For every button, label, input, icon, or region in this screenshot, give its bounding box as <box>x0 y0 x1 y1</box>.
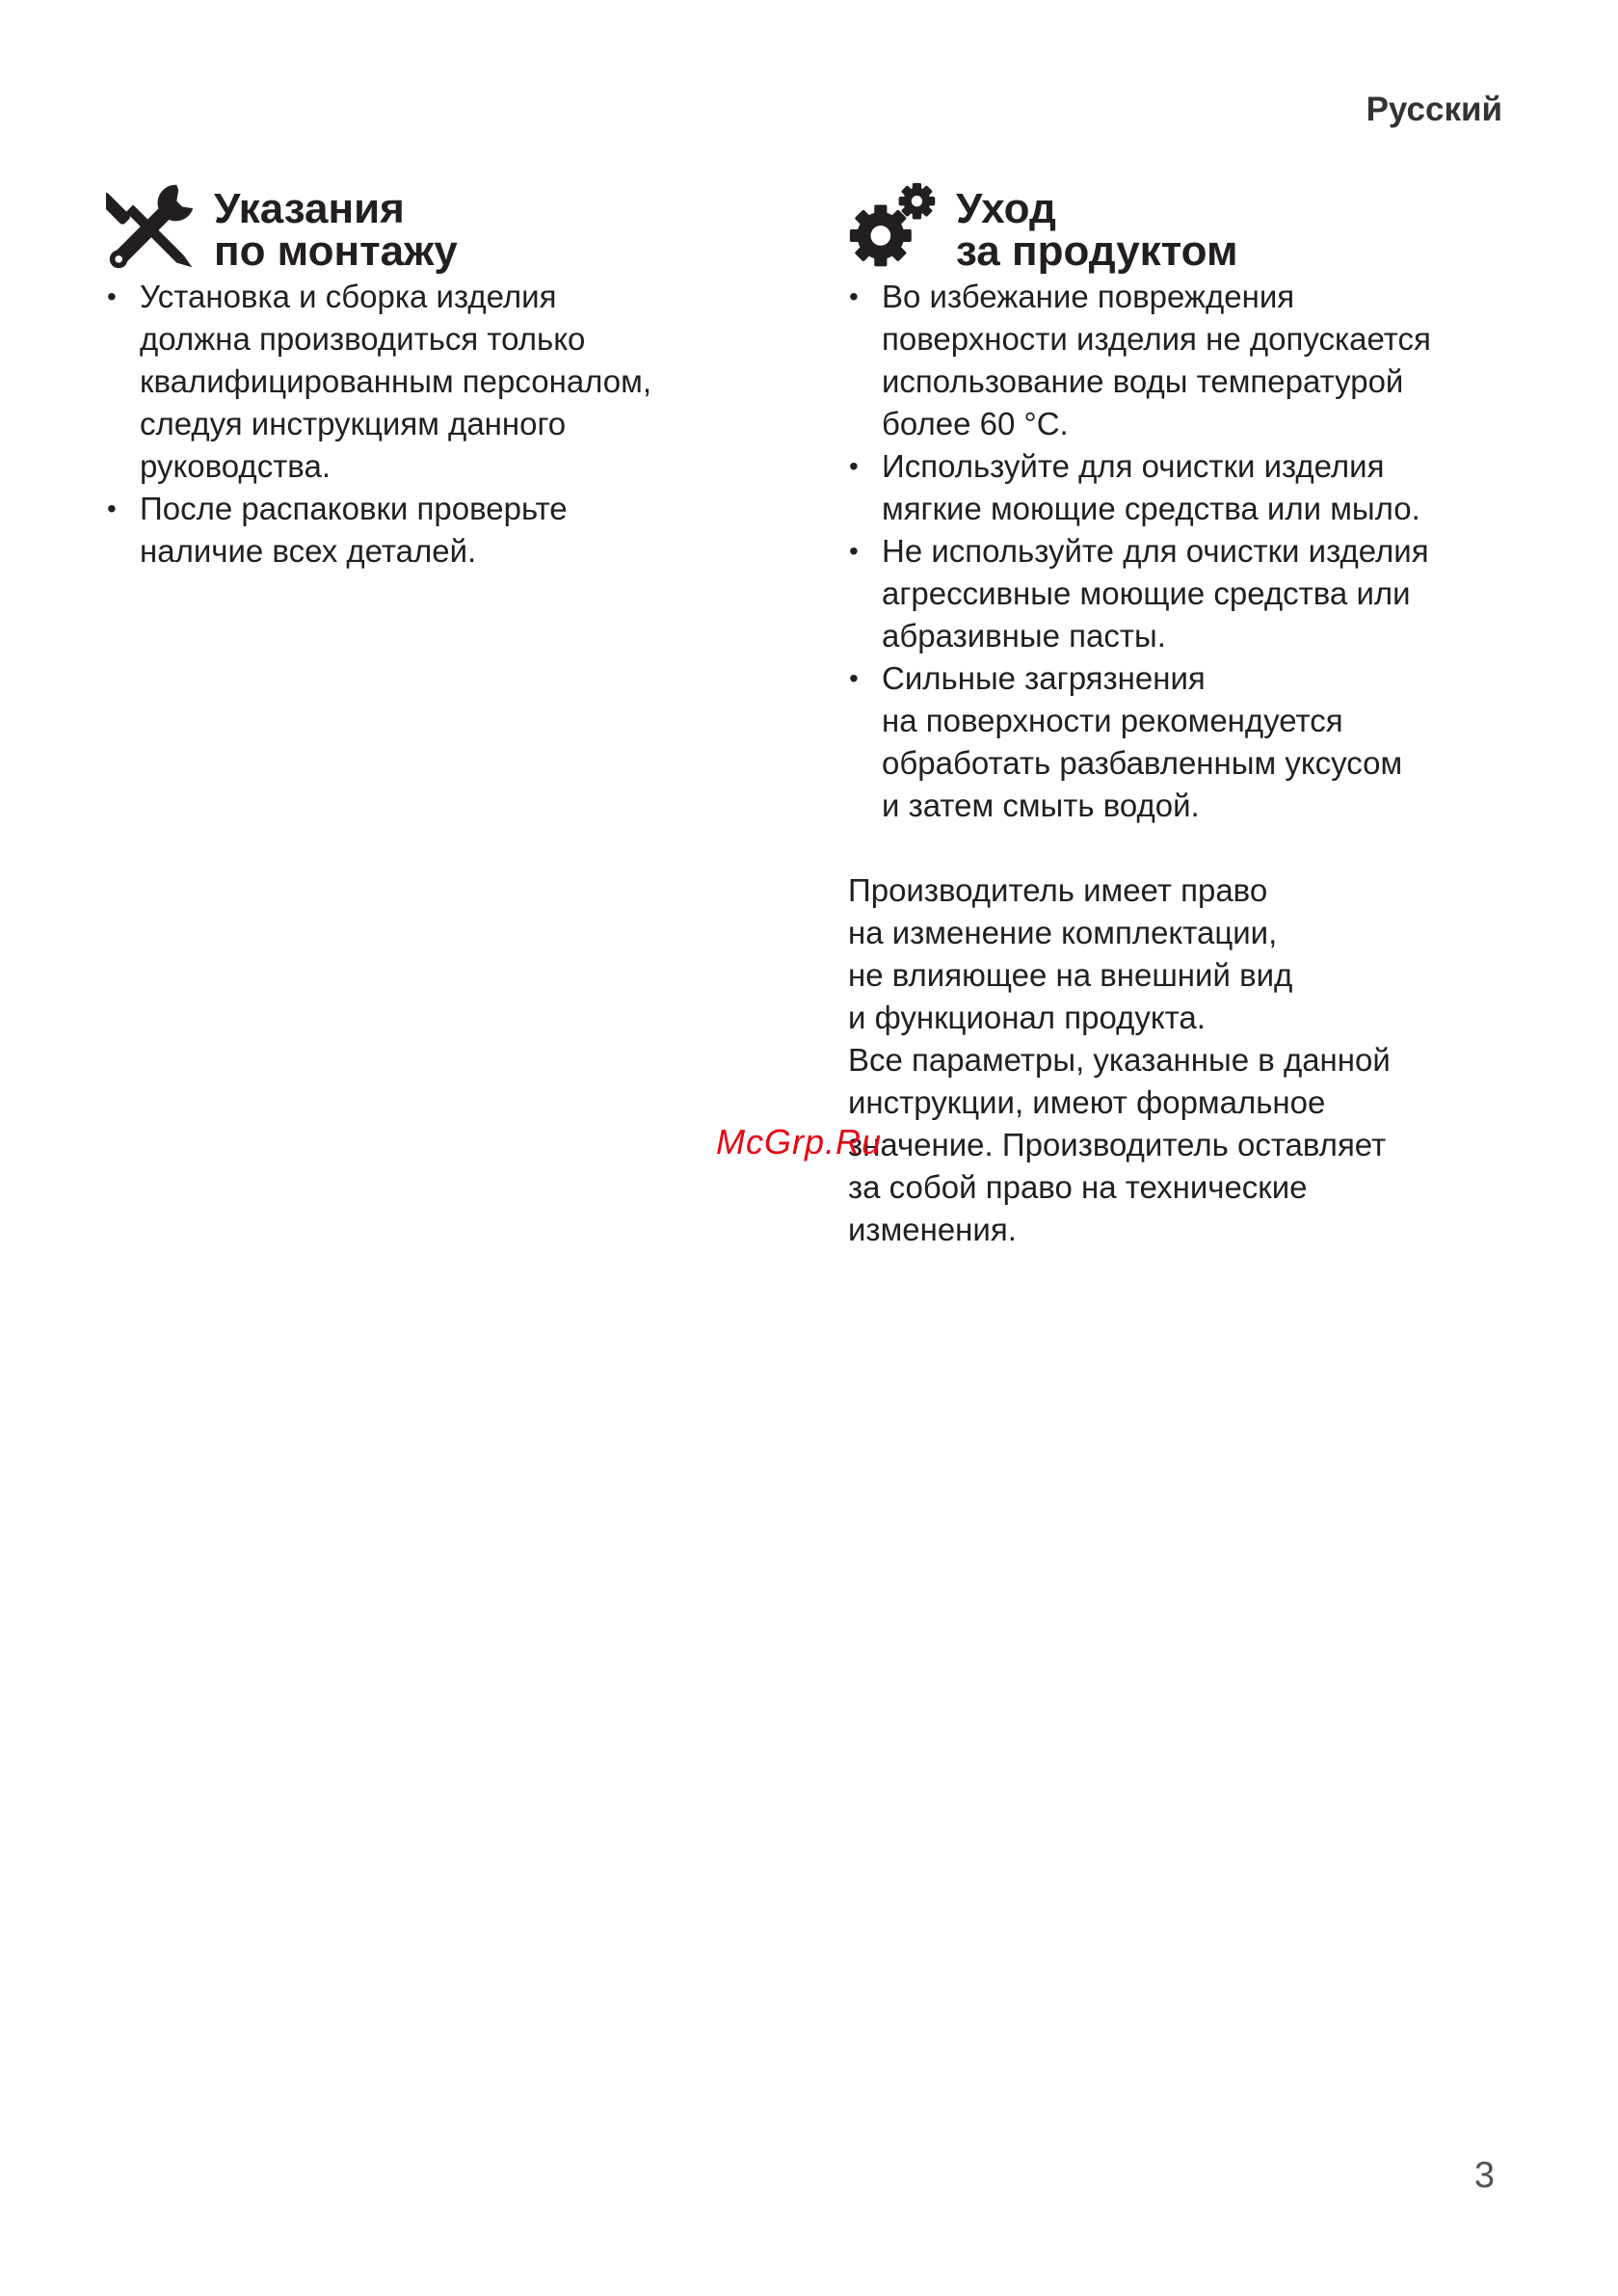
list-item-line: агрессивные моющие средства или <box>882 575 1411 611</box>
note-line: не влияющее на внешний вид <box>848 957 1293 993</box>
note-line: Производитель имеет право <box>848 872 1268 908</box>
list-item-line: абразивные пасты. <box>882 618 1166 654</box>
note-line: на изменение комплектации, <box>848 915 1278 950</box>
care-title-line1: Уход <box>956 185 1056 232</box>
list-item-line: мягкие моющие средства или мыло. <box>882 491 1420 526</box>
note-line: Все параметры, указанные в данной <box>848 1042 1391 1078</box>
installation-title-line2: по монтажу <box>214 227 458 275</box>
note-line: инструкции, имеют формальное <box>848 1084 1326 1120</box>
list-item-line: обработать разбавленным уксусом <box>882 745 1403 781</box>
page-number: 3 <box>1473 2155 1495 2196</box>
wrench-screwdriver-icon <box>106 181 197 272</box>
installation-title-line1: Указания <box>214 185 405 232</box>
list-item-line: следуя инструкциям данного <box>140 406 567 441</box>
note-line: и функционал продукта. <box>848 1000 1206 1035</box>
list-item-line: • Установка и сборка изделия <box>140 279 557 314</box>
care-list <box>848 276 1523 827</box>
list-item-line: • После распаковки проверьте <box>140 491 568 526</box>
note-line: изменения. <box>848 1212 1017 1247</box>
list-item-line: руководства. <box>140 448 331 484</box>
list-item <box>106 488 742 573</box>
installation-list <box>106 276 742 573</box>
list-item-line: • Во избежание повреждения <box>882 279 1295 314</box>
list-item-line: и затем смыть водой. <box>882 788 1200 823</box>
note-line: значение. Производитель оставляет <box>848 1127 1387 1162</box>
list-item-line: • Не используйте для очистки изделия <box>882 533 1429 569</box>
list-item-line: • Используйте для очистки изделия <box>882 448 1385 484</box>
language-label: Русский <box>1366 91 1502 128</box>
list-item <box>106 276 742 488</box>
manufacturer-note <box>848 869 1523 1251</box>
list-item-line: • Сильные загрязнения <box>882 660 1206 696</box>
list-item-line: квалифицированным персоналом, <box>140 363 652 399</box>
care-title-line2: за продуктом <box>956 227 1238 275</box>
list-item <box>848 445 1523 530</box>
list-item <box>848 530 1523 657</box>
care-section <box>848 181 1523 1251</box>
list-item-line: использование воды температурой <box>882 363 1404 399</box>
list-item <box>848 657 1523 827</box>
care-heading <box>848 181 1523 273</box>
note-line: за собой право на технические <box>848 1169 1308 1205</box>
list-item-line: поверхности изделия не допускается <box>882 321 1431 357</box>
gears-icon <box>848 181 939 272</box>
watermark: McGrp.Ru <box>716 1122 883 1161</box>
list-item <box>848 276 1523 445</box>
list-item-line: более 60 °С. <box>882 406 1069 441</box>
list-item-line: должна производиться только <box>140 321 586 357</box>
list-item-line: на поверхности рекомендуется <box>882 703 1343 738</box>
installation-section <box>106 181 742 573</box>
installation-heading <box>106 181 742 273</box>
list-item-line: наличие всех деталей. <box>140 533 477 569</box>
